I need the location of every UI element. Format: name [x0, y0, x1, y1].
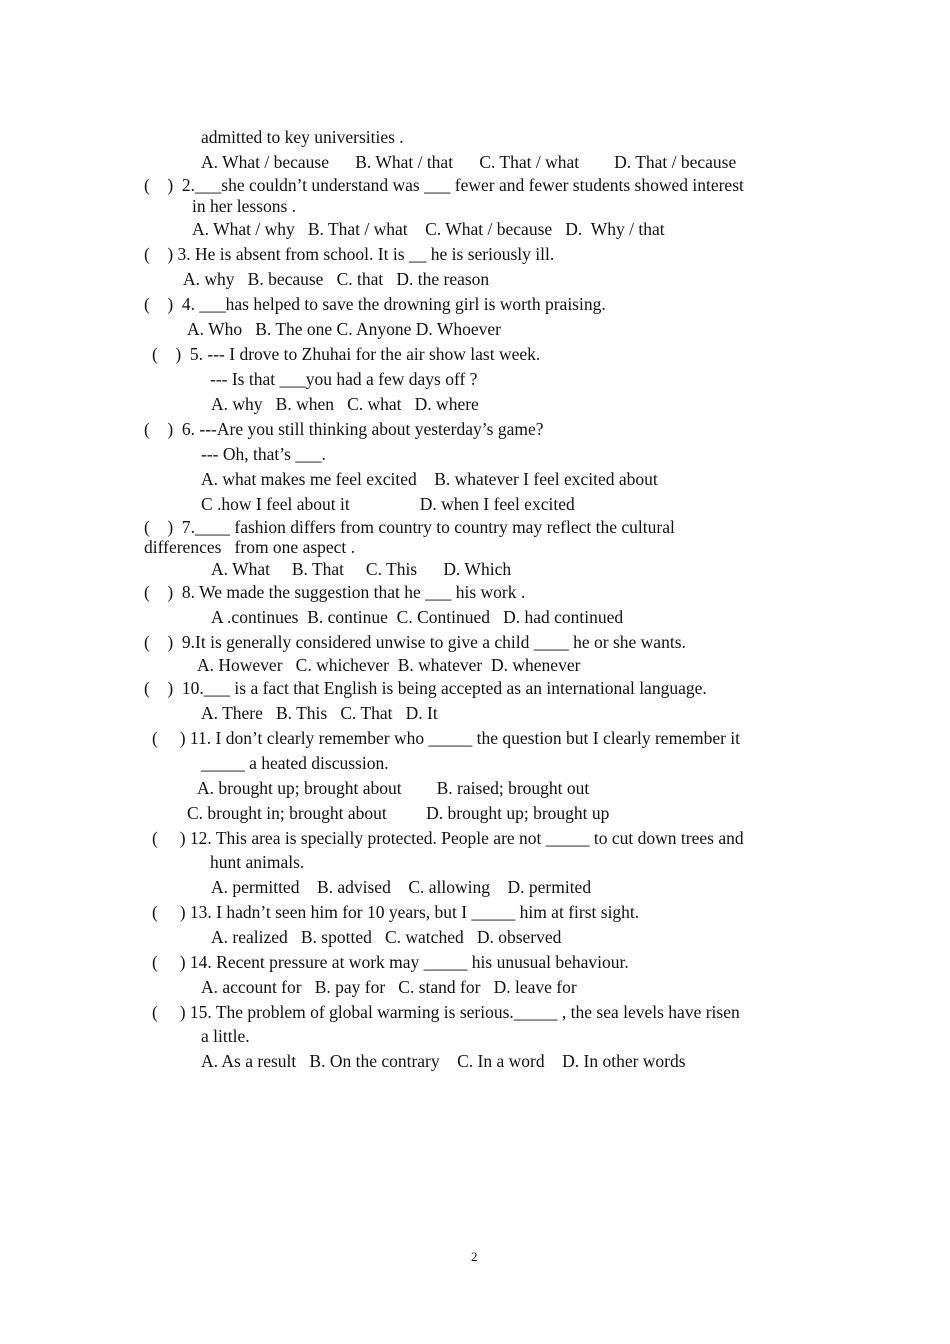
answer-options: A. There B. This C. That D. It	[201, 703, 438, 723]
question-4: ( ) 4. ___has helped to save the drowning girl is worth praising.	[144, 294, 606, 314]
text-line: in her lessons .	[192, 196, 297, 216]
question-15: ( ) 15. The problem of global warming is serious._____ , the sea levels have risen	[152, 1002, 740, 1022]
question-10: ( ) 10.___ is a fact that English is being accepted as an international language.	[144, 678, 707, 698]
question-8: ( ) 8. We made the suggestion that he ___ his work .	[144, 582, 526, 602]
page-number: 2	[471, 1249, 478, 1264]
answer-options: A. why B. because C. that D. the reason	[183, 269, 490, 289]
answer-options: A. permitted B. advised C. allowing D. permited	[211, 877, 592, 897]
text-line: _____ a heated discussion.	[201, 753, 389, 773]
answer-options: C .how I feel about it D. when I feel excited	[201, 494, 575, 514]
answer-options: A. realized B. spotted C. watched D. observed	[211, 927, 562, 947]
question-3: ( ) 3. He is absent from school. It is __ he is seriously ill.	[144, 244, 555, 264]
question-14: ( ) 14. Recent pressure at work may _____ his unusual behaviour.	[152, 952, 629, 972]
answer-options: A. Who B. The one C. Anyone D. Whoever	[187, 319, 501, 339]
text-line: differences from one aspect .	[144, 537, 356, 557]
question-13: ( ) 13. I hadn’t seen him for 10 years, but I _____ him at first sight.	[152, 902, 640, 922]
text-line: a little.	[201, 1026, 250, 1046]
question-7: ( ) 7.____ fashion differs from country to country may reflect the cultural	[144, 517, 675, 537]
answer-options: A. brought up; brought about B. raised; brought out	[197, 778, 590, 798]
question-11: ( ) 11. I don’t clearly remember who _____ the question but I clearly remember it	[152, 728, 741, 748]
answer-options: A. what makes me feel excited B. whatever I feel excited about	[201, 469, 658, 489]
answer-options: A. However C. whichever B. whatever D. whenever	[197, 655, 581, 675]
question-12: ( ) 12. This area is specially protected. People are not _____ to cut down trees and	[152, 828, 744, 848]
answer-options: A. What B. That C. This D. Which	[211, 559, 512, 579]
question-9: ( ) 9.It is generally considered unwise to give a child ____ he or she wants.	[144, 632, 686, 652]
answer-options: C. brought in; brought about D. brought up; brought up	[187, 803, 610, 823]
question-5: ( ) 5. --- I drove to Zhuhai for the air show last week.	[152, 344, 541, 364]
answer-options: A. As a result B. On the contrary C. In a word D. In other words	[201, 1051, 686, 1071]
answer-options: A. why B. when C. what D. where	[211, 394, 479, 414]
text-line: admitted to key universities .	[201, 127, 404, 147]
text-line: hunt animals.	[210, 852, 305, 872]
answer-options: A. account for B. pay for C. stand for D. leave for	[201, 977, 577, 997]
answer-options: A .continues B. continue C. Continued D. had continued	[211, 607, 624, 627]
question-6: ( ) 6. ---Are you still thinking about yesterday’s game?	[144, 419, 544, 439]
text-line: --- Is that ___you had a few days off ?	[210, 369, 478, 389]
text-line: --- Oh, that’s ___.	[201, 444, 326, 464]
question-2: ( ) 2.___she couldn’t understand was ___ fewer and fewer students showed interest	[144, 175, 744, 195]
answer-options: A. What / why B. That / what C. What / because D. Why / that	[192, 219, 665, 239]
answer-options: A. What / because B. What / that C. That / what D. That / because	[201, 152, 737, 172]
